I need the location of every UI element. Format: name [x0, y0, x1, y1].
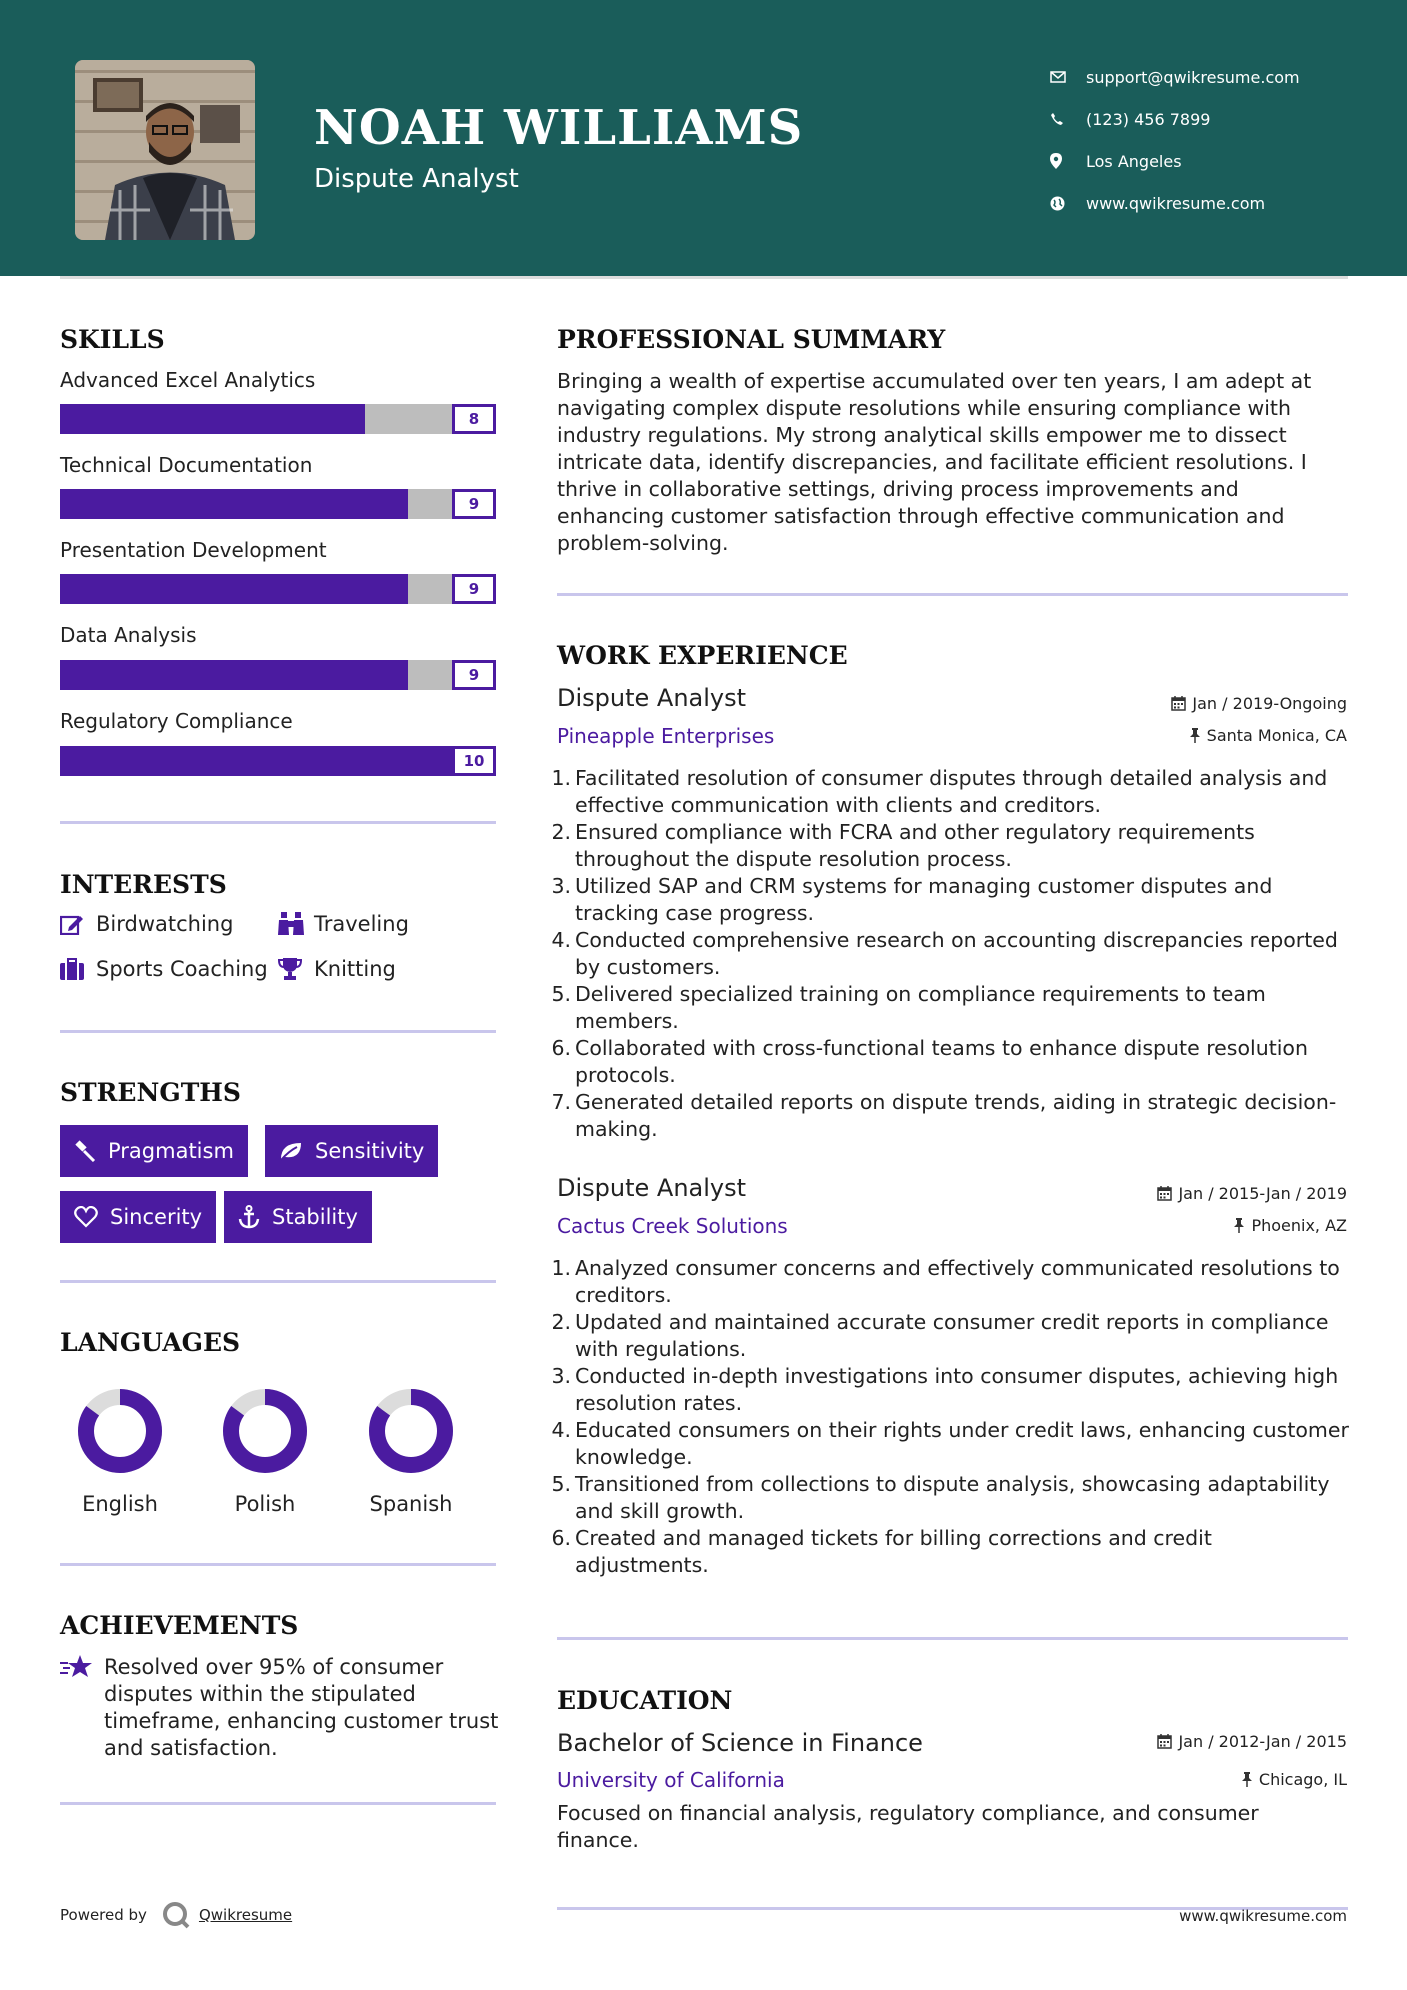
- leaf-icon: [279, 1141, 303, 1161]
- job-dates: [1171, 694, 1347, 713]
- contact-website-text: www.qwikresume.com: [1086, 193, 1266, 213]
- language-donut: [77, 1388, 163, 1474]
- skill-name: Technical Documentation: [60, 453, 313, 477]
- edit-icon: [60, 913, 96, 935]
- job-location-text: Santa Monica, CA: [1206, 726, 1347, 745]
- interest-item: [278, 957, 396, 981]
- strengths-heading: STRENGTHS: [60, 1078, 241, 1107]
- list-item: 1. Facilitated resolution of consumer disputes through detailed analysis and effective communication with clients and creditors.: [551, 766, 1328, 817]
- qwikresume-logo-icon: [161, 1900, 191, 1930]
- qwikresume-link[interactable]: Qwikresume: [198, 1906, 293, 1924]
- education-dates-text: Jan / 2012-Jan / 2015: [1178, 1732, 1347, 1751]
- list-item: 4. Educated consumers on their rights under credit laws, enhancing customer knowledge.: [551, 1418, 1349, 1469]
- anchor-icon: [238, 1205, 260, 1229]
- language-item: [351, 1388, 471, 1516]
- list-item: 5. Transitioned from collections to dispute analysis, showcasing adaptability and skill growth.: [551, 1472, 1330, 1523]
- globe-icon: [1050, 196, 1086, 211]
- job-company: Cactus Creek Solutions: [557, 1214, 788, 1238]
- interest-label: Traveling: [314, 912, 409, 936]
- skill-bar: [60, 746, 496, 776]
- section-divider: [60, 1563, 496, 1566]
- contact-website[interactable]: [1050, 182, 1390, 224]
- education-location: [1241, 1770, 1347, 1789]
- job-dates-text: Jan / 2019-Ongoing: [1192, 694, 1347, 713]
- pushpin-icon: [1233, 1218, 1245, 1233]
- list-item: 1. Analyzed consumer concerns and effectively communicated resolutions to creditors.: [551, 1256, 1340, 1307]
- powered-by: [60, 1900, 292, 1930]
- interests-heading: INTERESTS: [60, 870, 227, 899]
- achievement-item: [60, 1654, 500, 1762]
- job-title: Dispute Analyst: [557, 1174, 747, 1202]
- interest-label: Sports Coaching: [96, 957, 268, 981]
- job-bullets: [550, 1255, 1350, 1579]
- language-label: Polish: [234, 1492, 296, 1516]
- job-location-text: Phoenix, AZ: [1251, 1216, 1347, 1235]
- heart-icon: [74, 1206, 98, 1228]
- section-divider: [60, 1802, 496, 1805]
- language-donut: [368, 1388, 454, 1474]
- language-item: [205, 1388, 325, 1516]
- skill-bar: [60, 660, 496, 690]
- skill-rating: 9: [452, 489, 496, 519]
- strength-label: Stability: [272, 1205, 358, 1229]
- section-divider: [557, 1637, 1348, 1640]
- job-location: [1189, 726, 1347, 745]
- contact-phone[interactable]: [1050, 98, 1390, 140]
- trophy-icon: [278, 958, 314, 980]
- footer-website[interactable]: www.qwikresume.com: [1179, 1907, 1347, 1925]
- language-label: English: [82, 1492, 158, 1516]
- job-bullets: [550, 765, 1350, 1143]
- interest-item: [60, 912, 233, 936]
- list-item: 3. Conducted in-depth investigations into consumer disputes, achieving high resolution rates.: [551, 1364, 1339, 1415]
- experience-heading: WORK EXPERIENCE: [557, 641, 848, 670]
- phone-icon: [1050, 112, 1086, 126]
- strength-label: Sensitivity: [315, 1139, 425, 1163]
- contact-email[interactable]: [1050, 56, 1390, 98]
- summary-heading: PROFESSIONAL SUMMARY: [557, 325, 946, 354]
- skill-rating: 9: [452, 660, 496, 690]
- gavel-icon: [74, 1140, 96, 1162]
- skill-bar: [60, 404, 496, 434]
- pushpin-icon: [1241, 1772, 1253, 1787]
- calendar-icon: [1157, 1734, 1172, 1749]
- calendar-icon: [1157, 1186, 1172, 1201]
- binoculars-icon: [278, 912, 314, 936]
- skill-bar-fill: [60, 660, 408, 690]
- list-item: 2. Updated and maintained accurate consumer credit reports in compliance with regulations.: [551, 1310, 1329, 1361]
- skill-name: Advanced Excel Analytics: [60, 368, 316, 392]
- skill-rating: 10: [452, 746, 496, 776]
- skill-rating: 8: [452, 404, 496, 434]
- languages-heading: LANGUAGES: [60, 1328, 241, 1357]
- list-item: 4. Conducted comprehensive research on accounting discrepancies reported by customers.: [551, 928, 1338, 979]
- strength-label: Pragmatism: [108, 1139, 234, 1163]
- job-title: Dispute Analyst: [557, 684, 747, 712]
- education-description: Focused on financial analysis, regulatory compliance, and consumer finance.: [557, 1801, 1259, 1852]
- language-donut: [222, 1388, 308, 1474]
- skill-bar: [60, 574, 496, 604]
- skill-name: Presentation Development: [60, 538, 327, 562]
- skill-name: Data Analysis: [60, 623, 197, 647]
- envelope-icon: [1050, 71, 1086, 83]
- interest-item: [278, 912, 409, 936]
- profile-photo: [75, 60, 255, 240]
- contact-phone-text: (123) 456 7899: [1086, 109, 1211, 129]
- header-divider: [60, 276, 1348, 279]
- suitcase-icon: [60, 958, 96, 980]
- job-dates: [1157, 1184, 1347, 1203]
- list-item: 6. Created and managed tickets for billing corrections and credit adjustments.: [551, 1526, 1212, 1577]
- list-item: 2. Ensured compliance with FCRA and other regulatory requirements throughout the dispute resolution process.: [551, 820, 1255, 871]
- list-item: 7. Generated detailed reports on dispute trends, aiding in strategic decision-making.: [551, 1090, 1337, 1141]
- skill-bar-fill: [60, 404, 365, 434]
- contact-info: [1050, 56, 1390, 224]
- skill-rating: 9: [452, 574, 496, 604]
- interest-label: Birdwatching: [96, 912, 234, 936]
- pushpin-icon: [1189, 728, 1201, 743]
- achievements-heading: ACHIEVEMENTS: [60, 1611, 299, 1640]
- summary-text: Bringing a wealth of expertise accumulated over ten years, I am adept at navigating complex dispute resolutions while ensuring compliance with industry regulations. My strong analytical skills empower me to dissect intricate data, identify discrepancies, and facilitate efficient resolutions. I thrive in collaborative settings, driving process improvements and enhancing customer satisfaction through effective communication and problem-solving.: [557, 369, 1312, 555]
- language-item: [60, 1388, 180, 1516]
- education-heading: EDUCATION: [557, 1686, 733, 1715]
- section-divider: [60, 1280, 496, 1283]
- calendar-icon: [1171, 696, 1186, 711]
- powered-by-label: Powered by: [60, 1906, 147, 1924]
- contact-email-text: support@qwikresume.com: [1086, 67, 1300, 87]
- skill-bar: [60, 489, 496, 519]
- section-divider: [60, 1030, 496, 1033]
- contact-location-text: Los Angeles: [1086, 151, 1182, 171]
- education-location-text: Chicago, IL: [1258, 1770, 1347, 1789]
- candidate-name: NOAH WILLIAMS: [314, 100, 804, 156]
- strength-tag: [265, 1125, 438, 1177]
- interest-label: Knitting: [314, 957, 396, 981]
- skill-bar-fill: [60, 746, 452, 776]
- candidate-title: Dispute Analyst: [314, 164, 519, 194]
- language-label: Spanish: [369, 1492, 453, 1516]
- strength-tag: [60, 1125, 248, 1177]
- skills-heading: SKILLS: [60, 325, 165, 354]
- school-name: University of California: [557, 1768, 785, 1792]
- contact-location: [1050, 140, 1390, 182]
- strength-tag: [60, 1191, 216, 1243]
- education-dates: [1157, 1732, 1347, 1751]
- star-icon: [60, 1654, 94, 1762]
- degree-title: Bachelor of Science in Finance: [557, 1729, 923, 1757]
- list-item: 3. Utilized SAP and CRM systems for managing customer disputes and tracking case progress.: [551, 874, 1273, 925]
- skill-bar-fill: [60, 574, 408, 604]
- section-divider: [60, 821, 496, 824]
- list-item: 6. Collaborated with cross-functional teams to enhance dispute resolution protocols.: [551, 1036, 1308, 1087]
- achievement-text: Resolved over 95% of consumer disputes within the stipulated timeframe, enhancing customer trust and satisfaction.: [104, 1655, 499, 1760]
- section-divider: [557, 593, 1348, 596]
- skill-bar-fill: [60, 489, 408, 519]
- job-company: Pineapple Enterprises: [557, 724, 775, 748]
- list-item: 5. Delivered specialized training on compliance requirements to team members.: [551, 982, 1266, 1033]
- map-marker-icon: [1050, 153, 1086, 169]
- job-dates-text: Jan / 2015-Jan / 2019: [1178, 1184, 1347, 1203]
- interest-item: [60, 957, 268, 981]
- strength-tag: [224, 1191, 372, 1243]
- strength-label: Sincerity: [110, 1205, 203, 1229]
- job-location: [1233, 1216, 1347, 1235]
- skill-name: Regulatory Compliance: [60, 709, 293, 733]
- resume-header: [0, 0, 1407, 276]
